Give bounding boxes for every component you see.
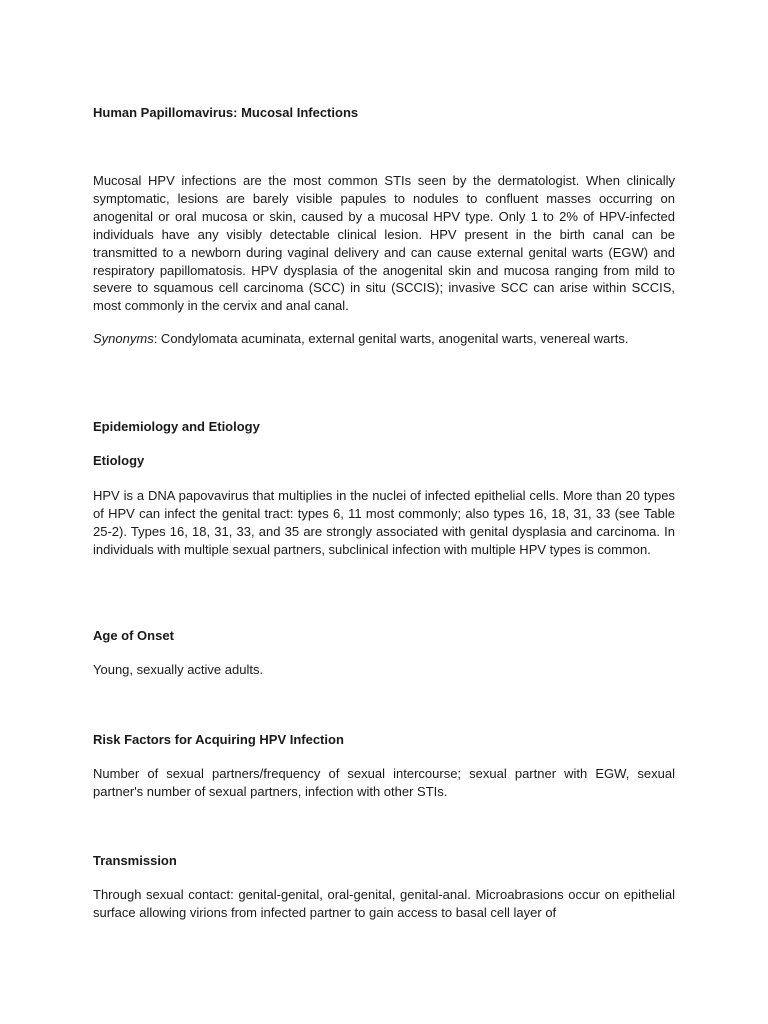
synonyms-label: Synonyms <box>93 331 154 346</box>
transmission-paragraph: Through sexual contact: genital-genital, oral-genital, genital-anal. Microabrasions occur on epithelial surface allowing virions from infected partner to gain access to basal cell layer of <box>93 887 675 920</box>
risk-factors-paragraph: Number of sexual partners/frequency of sexual intercourse; sexual partner with EGW, sexual partner's number of sexual partners, infection with other STIs. <box>93 766 675 799</box>
intro-paragraph: Mucosal HPV infections are the most common STIs seen by the dermatologist. When clinically symptomatic, lesions are barely visible papules to nodules to confluent masses occurring on anogenital or oral mucosa or skin, caused by a mucosal HPV type. Only 1 to 2% of HPV-infected individuals have any visibly detectable clinical lesion. HPV present in the birth canal can be transmitted to a newborn during vaginal delivery and can cause external genital warts (EGW) and respiratory papillomatosis. HPV dysplasia of the anogenital skin and mucosa ranging from mild to severe to squamous cell carcinoma (SCC) in situ (SCCIS); invasive SCC can arise within SCCIS, most commonly in the cervix and anal canal. <box>93 173 675 314</box>
document-title: Human Papillomavirus: Mucosal Infections <box>93 105 359 120</box>
etiology-paragraph: HPV is a DNA papovavirus that multiplies in the nuclei of infected epithelial cells. More than 20 types of HPV can infect the genital tract: types 6, 11 most commonly; also types 16, 18, 31, 33 (see Table 25-2). Types 16, 18, 31, 33, and 35 are strongly associated with genital dysplasia and carcinoma. In individuals with multiple sexual partners, subclinical infection with multiple HPV types is common. <box>93 488 675 557</box>
epidemiology-heading: Epidemiology and Etiology <box>93 419 260 434</box>
age-of-onset-heading: Age of Onset <box>93 628 174 643</box>
synonyms-text: : Condylomata acuminata, external genital warts, anogenital warts, venereal warts. <box>153 331 629 346</box>
age-of-onset-paragraph: Young, sexually active adults. <box>93 662 264 677</box>
transmission-heading: Transmission <box>93 853 177 868</box>
etiology-heading: Etiology <box>93 453 145 468</box>
synonyms-paragraph <box>93 330 675 348</box>
risk-factors-heading: Risk Factors for Acquiring HPV Infection <box>93 732 344 747</box>
